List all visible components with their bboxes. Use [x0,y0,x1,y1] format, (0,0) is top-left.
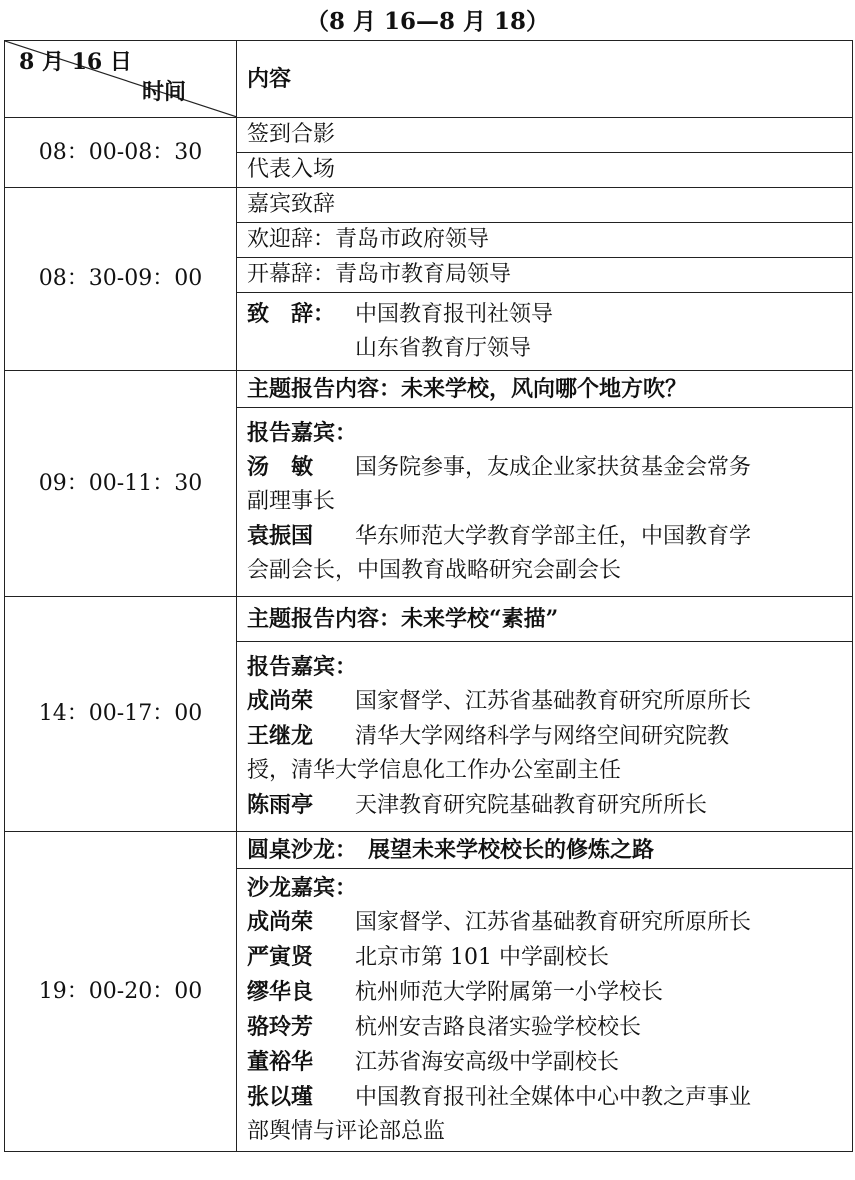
zhici-line-2: 山东省教育厅领导 [355,336,532,361]
topic-title: 主题报告内容：未来学校，风向哪个地方吹？ [237,371,853,408]
guest-name: 骆玲芳 [247,1014,314,1040]
guest-name: 成尚荣 [247,688,314,714]
guest-desc: 江苏省海安高级中学副校长 [355,1050,620,1075]
guest-desc: 华东师范大学教育学部主任，中国教育学 [355,524,752,549]
guest-desc: 中国教育报刊社全媒体中心中教之声事业 [355,1085,752,1110]
guest-desc-cont: 副理事长 [247,489,336,514]
guest-name: 成尚荣 [247,909,314,935]
guest-desc: 杭州安吉路良渚实验学校校长 [355,1015,642,1040]
guest-list [237,408,853,597]
time-slot-3: 09：00-11：30 [5,371,237,597]
header-date: 8 月 16 日 [19,49,132,75]
header-content-label: 内容 [237,41,853,118]
zhici-label: 致 辞： [247,301,336,327]
header-corner-cell [5,41,237,118]
table-row [5,832,853,869]
table-row [5,597,853,642]
agenda-item-zhici [237,293,853,371]
guest-desc: 北京市第 101 中学副校长 [355,945,609,970]
guests-label: 报告嘉宾： [247,420,358,446]
guest-desc: 国务院参事，友成企业家扶贫基金会常务 [355,455,752,480]
agenda-item: 签到合影 [237,118,853,153]
agenda-item: 嘉宾致辞 [237,188,853,223]
guest-desc: 杭州师范大学附属第一小学校长 [355,980,664,1005]
guest-name: 王继龙 [247,723,314,749]
header-row [5,41,853,118]
guest-desc: 天津教育研究院基础教育研究所所长 [355,793,708,818]
agenda-item: 开幕辞：青岛市教育局领导 [237,258,853,293]
header-time-label: 时间 [141,79,186,105]
table-row [5,188,853,223]
time-slot-5: 19：00-20：00 [5,832,237,1152]
table-row [5,118,853,153]
zhici-line-1: 中国教育报刊社领导 [355,302,554,327]
guests-label: 报告嘉宾： [247,654,358,680]
agenda-item: 欢迎辞：青岛市政府领导 [237,223,853,258]
guests-label: 沙龙嘉宾： [247,875,358,901]
topic-title: 主题报告内容：未来学校“素描” [237,597,853,642]
guest-name: 袁振国 [247,523,314,549]
guest-name: 张以瑾 [247,1084,314,1110]
topic-title: 圆桌沙龙： 展望未来学校校长的修炼之路 [237,832,853,869]
guest-name: 陈雨亭 [247,792,314,818]
time-slot-2: 08：30-09：00 [5,188,237,371]
agenda-item: 代表入场 [237,153,853,188]
guest-list [237,869,853,1152]
table-row [5,371,853,408]
guest-desc: 国家督学、江苏省基础教育研究所原所长 [355,910,752,935]
guest-name: 严寅贤 [247,944,314,970]
guest-desc-cont: 会副会长，中国教育战略研究会副会长 [247,558,622,583]
guest-desc: 国家督学、江苏省基础教育研究所原所长 [355,689,752,714]
schedule-table [4,40,853,1152]
schedule-caption: （8 月 16—8 月 18） [305,8,550,35]
guest-name: 缪华良 [247,979,314,1005]
guest-desc: 清华大学网络科学与网络空间研究院教 [355,724,730,749]
time-slot-1: 08：00-08：30 [5,118,237,188]
guest-desc-cont: 部舆情与评论部总监 [247,1119,446,1144]
guest-desc-cont: 授，清华大学信息化工作办公室副主任 [247,758,622,783]
guest-list [237,642,853,832]
guest-name: 汤 敏 [247,454,314,480]
time-slot-4: 14：00-17：00 [5,597,237,832]
guest-name: 董裕华 [247,1049,314,1075]
